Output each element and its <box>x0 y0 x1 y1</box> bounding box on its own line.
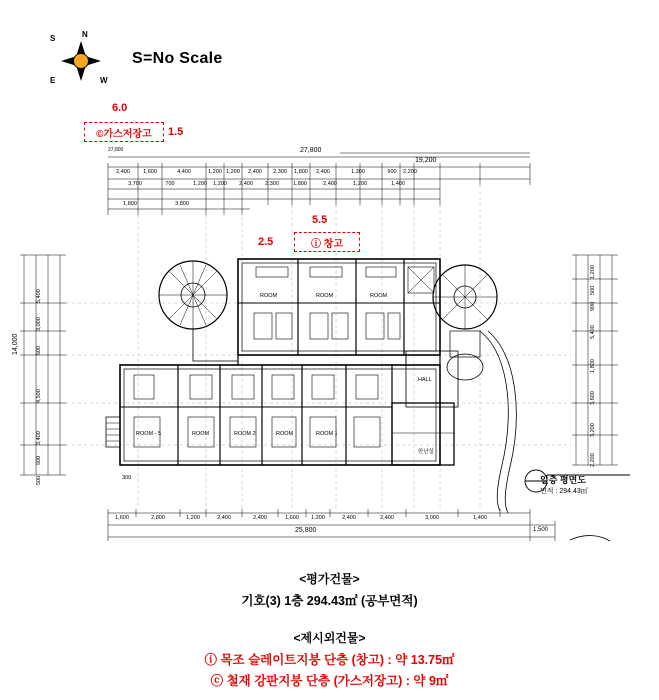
compass-hub-icon <box>73 53 89 69</box>
compass-label-west: W <box>100 76 108 85</box>
dim-right-0: 1,200 <box>590 265 596 279</box>
subject-title: <평가건물> <box>299 572 360 586</box>
dim-left-0: 5,400 <box>36 289 42 303</box>
storage-box: ⓘ 창고 <box>294 232 360 252</box>
provided-item-1: ⓘ 목조 슬레이트지붕 단층 (창고) : 약 13.75㎡ <box>204 653 455 667</box>
subject-area-text: 기호(3) 1층 294.43㎡ (공부면적) <box>241 594 418 608</box>
misc-label-0: 300 <box>122 475 132 481</box>
storage-top-dimension: 5.5 <box>312 214 328 226</box>
room-label-1: ROOM <box>316 293 334 299</box>
dim-overall-top-partial: 19,200 <box>415 157 437 164</box>
dim-top1-5: 2,400 <box>248 169 262 175</box>
dim-top1-9: 1,300 <box>351 169 365 175</box>
subject-line <box>0 591 659 609</box>
gas-storage-top-dimension: 6.0 <box>112 102 128 114</box>
dim-left-4: 3,400 <box>36 431 42 445</box>
dim-left-1: 3,000 <box>36 317 42 331</box>
dim-bottom-6: 1,200 <box>311 515 325 521</box>
dim-bottom-10: 1,400 <box>473 515 487 521</box>
dim-bottom-2: 1,200 <box>186 515 200 521</box>
dim-bottom-7: 2,400 <box>342 515 356 521</box>
gas-storage-side-dimension: 1.5 <box>168 126 184 138</box>
room-label-5: ROOM 2 <box>234 431 256 437</box>
compass-label-south: S <box>50 34 56 43</box>
dim-left-3: 4,500 <box>36 389 42 403</box>
room-label-2: ROOM <box>370 293 388 299</box>
room-label-9: 한난실 <box>418 449 434 455</box>
gas-storage-box: ©가스저장고 <box>84 122 164 142</box>
dim-right-6: 3,200 <box>590 423 596 437</box>
room-label-3: ROOM - 5 <box>136 431 162 437</box>
compass-label-east: E <box>50 76 56 85</box>
dim-top2-9: 1,400 <box>391 181 405 187</box>
dim-right-4: 1,800 <box>590 359 596 373</box>
dim-right-5: 3,600 <box>590 391 596 405</box>
room-label-0: ROOM <box>260 293 278 299</box>
dim-top2-7: 2,400 <box>323 181 337 187</box>
dim-top1-6: 2,300 <box>273 169 287 175</box>
dim-top1-3: 1,200 <box>208 169 222 175</box>
compass-icon <box>52 32 110 90</box>
dim-top1-7: 1,800 <box>294 169 308 175</box>
room-label-6: ROOM <box>276 431 294 437</box>
scale-note: S=No Scale <box>132 50 223 67</box>
dim-bottom-4: 2,400 <box>253 515 267 521</box>
provided-item-2: ⓒ 철재 강판지붕 단층 (가스저장고) : 약 9㎡ <box>210 674 449 688</box>
dim-top1-11: 2,200 <box>403 169 417 175</box>
storage-side-dimension: 2.5 <box>258 236 274 248</box>
dim-top1-10: 900 <box>387 169 397 175</box>
dim-top3-0: 1,800 <box>123 201 137 207</box>
dim-right-7: 2,200 <box>590 453 596 467</box>
compass-label-north: N <box>82 30 88 39</box>
dim-overall-top: 27,800 <box>300 147 322 154</box>
provided-title: <제시외건물> <box>293 631 366 645</box>
dim-top1-2: 4,400 <box>177 169 191 175</box>
dim-overall-bottom: 25,800 <box>295 527 317 534</box>
plan-stamp-sub: 면적 : 294.43㎡ <box>540 488 588 495</box>
dim-overall-left: 14,000 <box>12 333 19 355</box>
dim-left-2: 500 <box>36 345 42 355</box>
dim-top3-1: 3,800 <box>175 201 189 207</box>
room-label-8: HALL <box>418 377 432 383</box>
dim-top2-6: 1,800 <box>293 181 307 187</box>
dim-top2-8: 1,200 <box>353 181 367 187</box>
dim-top2-4: 2,400 <box>239 181 253 187</box>
dim-bottom-0: 1,600 <box>115 515 129 521</box>
dim-top1-4: 1,200 <box>226 169 240 175</box>
dim-bottom-8: 2,400 <box>380 515 394 521</box>
plan-stamp-label: 일층 평면도 <box>540 475 586 485</box>
caption-block <box>0 570 659 692</box>
dim-bottom-9: 3,000 <box>425 515 439 521</box>
dim-bottom-3: 2,400 <box>217 515 231 521</box>
dim-top1-8: 2,400 <box>316 169 330 175</box>
dim-top1-0: 2,400 <box>116 169 130 175</box>
room-label-7: ROOM 1 <box>316 431 338 437</box>
dim-right-1: 500 <box>590 285 596 295</box>
dim-right-3: 5,400 <box>590 325 596 339</box>
dim-top2-5: 2,300 <box>265 181 279 187</box>
dim-top1-1: 1,600 <box>143 169 157 175</box>
dim-left-5: 500 <box>36 455 42 465</box>
dim-top2-1: 700 <box>165 181 175 187</box>
dim-top2-0: 3,700 <box>128 181 142 187</box>
dim-left-6: 500 <box>36 475 42 485</box>
dim-top-total: 27,800 <box>108 147 124 153</box>
dim-top2-2: 1,200 <box>193 181 207 187</box>
dim-bottom-5: 1,600 <box>285 515 299 521</box>
room-label-4: ROOM <box>192 431 210 437</box>
dim-right-partial: 1,500 <box>533 527 549 533</box>
dim-bottom-1: 2,800 <box>151 515 165 521</box>
dim-right-2: 900 <box>590 301 596 311</box>
dim-top2-3: 1,200 <box>213 181 227 187</box>
